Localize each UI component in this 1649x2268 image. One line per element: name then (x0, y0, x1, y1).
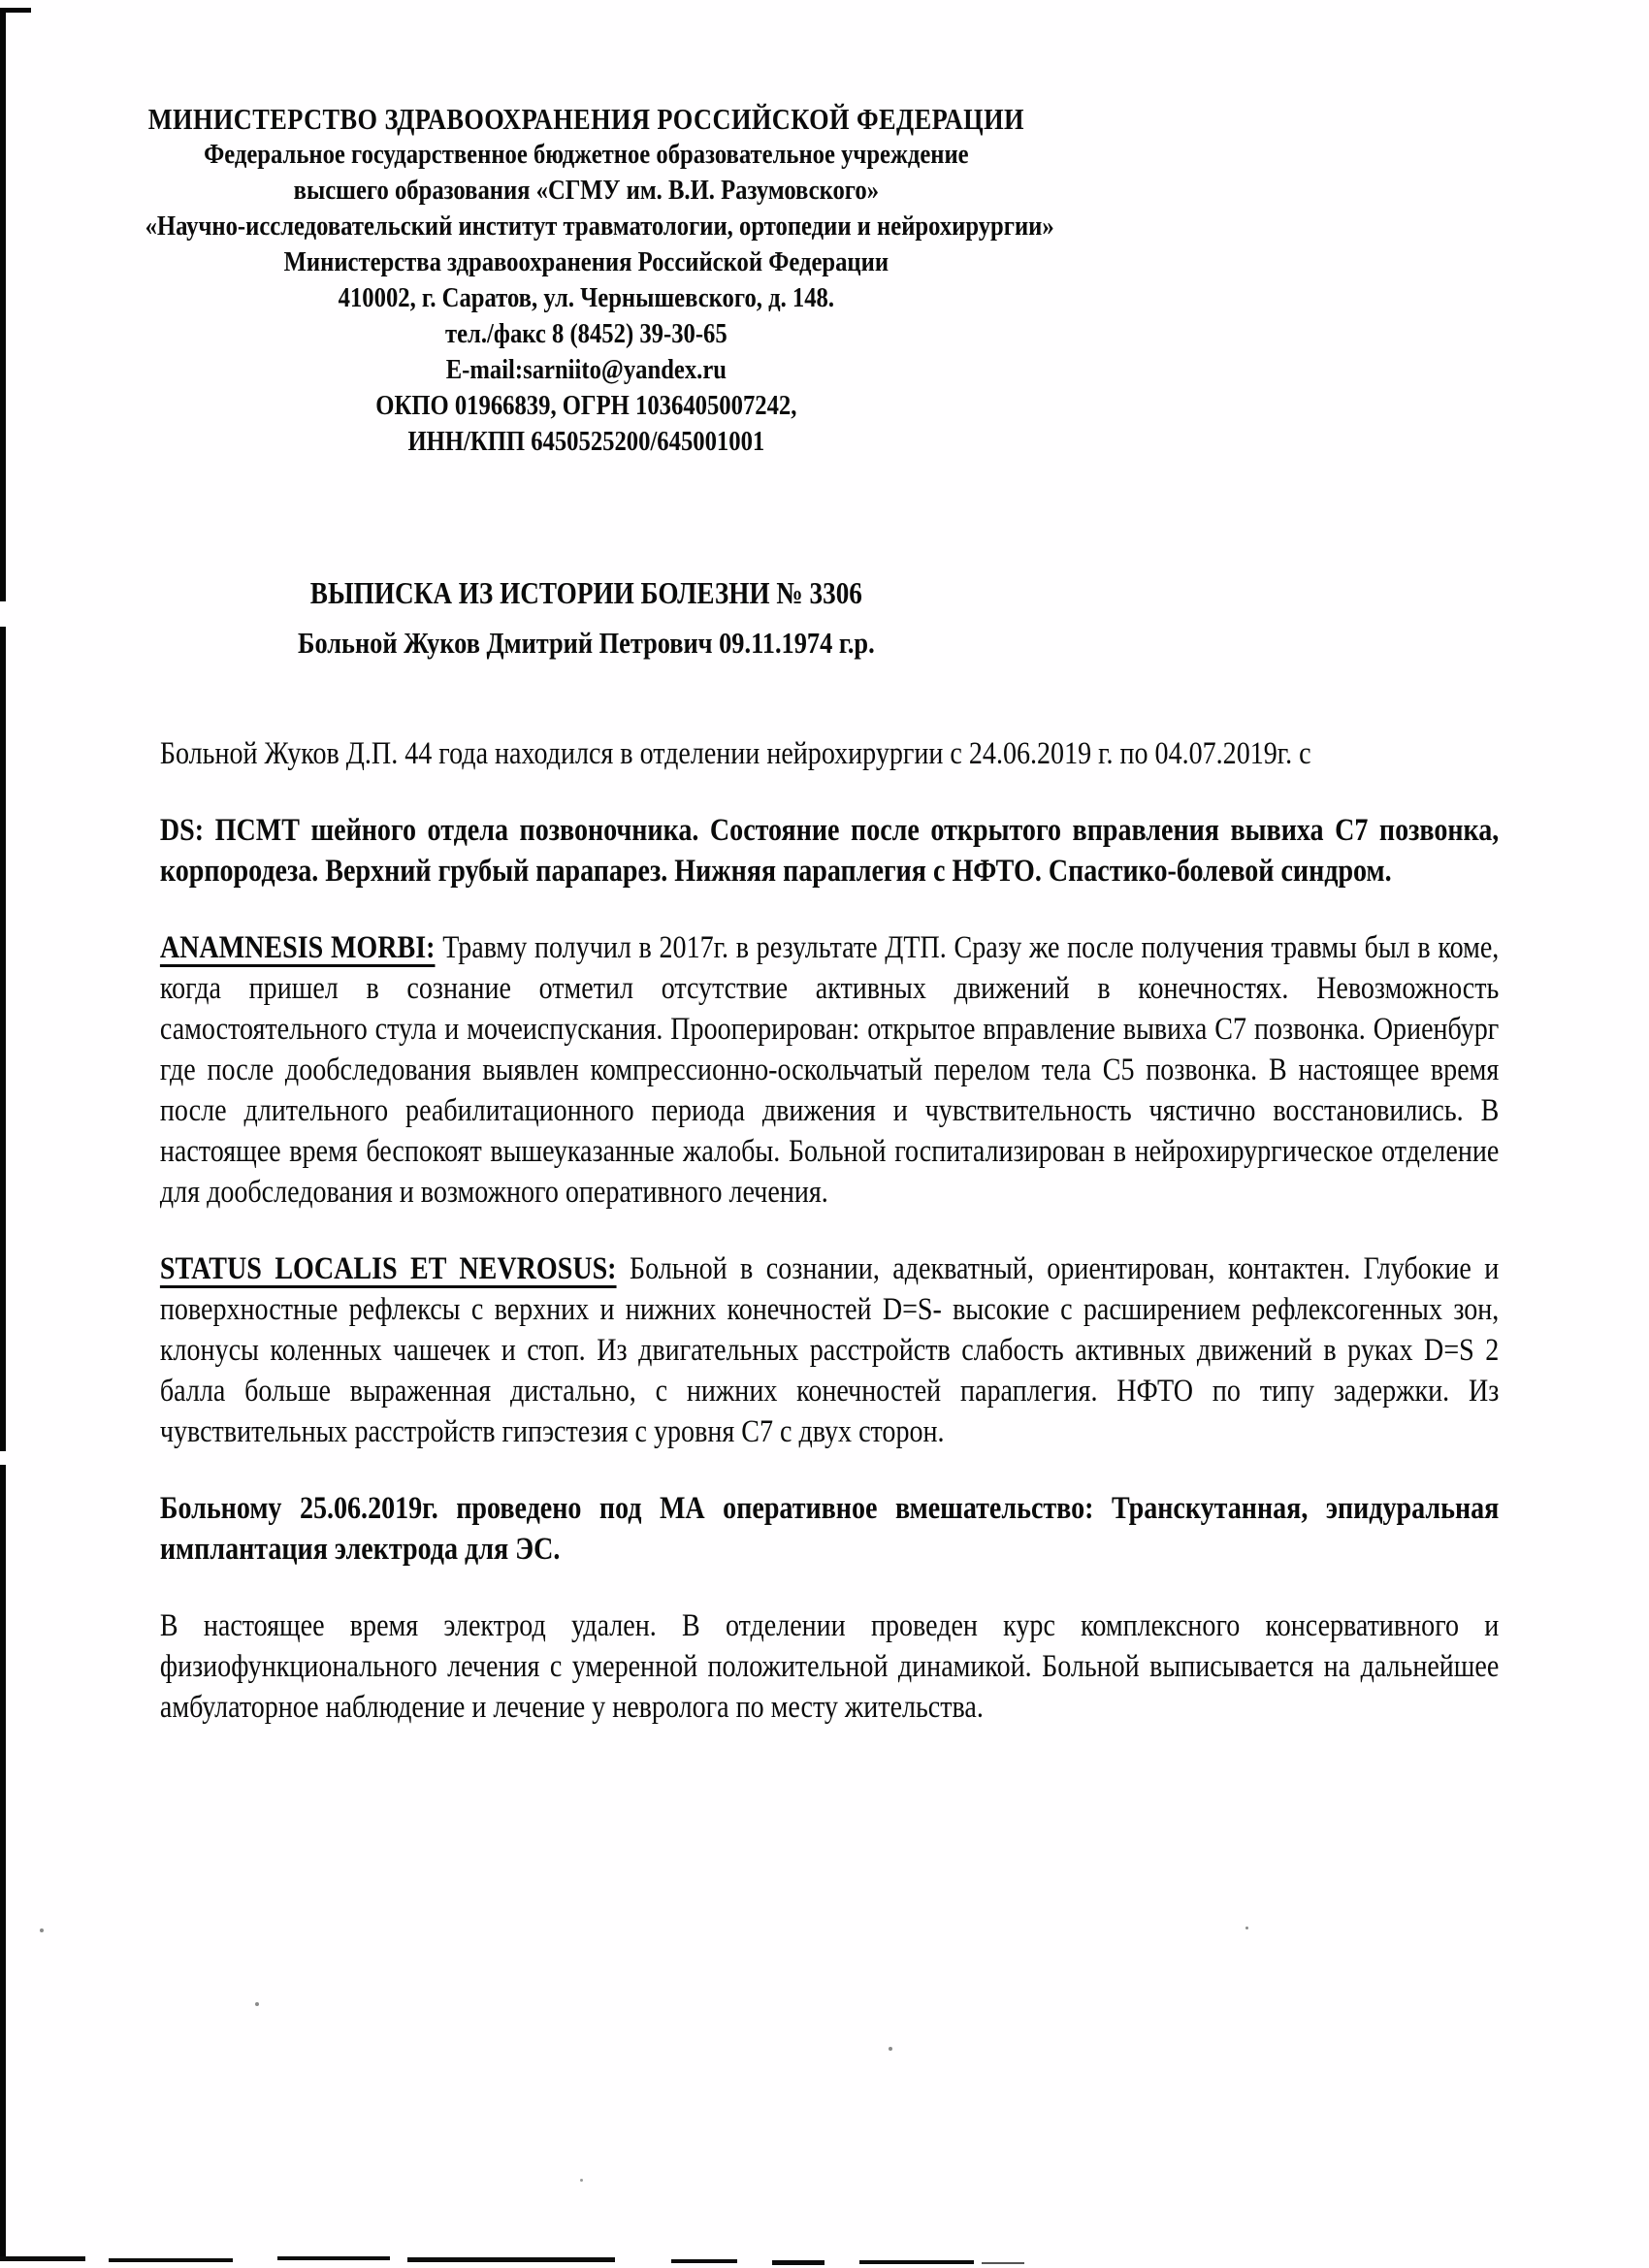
scan-left-border-gap (0, 601, 7, 627)
scan-bottom-line-segment (277, 2256, 390, 2260)
scan-bottom-line-segment (982, 2262, 1024, 2264)
letterhead-institute-line: «Научно-исследовательский институт травматологии, ортопедии и нейрохирургии» (145, 211, 1054, 242)
letterhead-university-line: высшего образования «СГМУ им. В.И. Разумовского» (293, 175, 880, 206)
document-body (160, 733, 1499, 1728)
letterhead-okpo-ogrn-line: ОКПО 01966839, ОГРН 1036405007242, (375, 390, 797, 421)
scan-bottom-line-segment (0, 2256, 85, 2261)
scan-bottom-line-segment (859, 2260, 974, 2264)
scan-bottom-line-segment (109, 2258, 233, 2262)
patient-name-line: Больной Жуков Дмитрий Петрович 09.11.1974 г.р. (298, 626, 875, 660)
scan-bottom-line-segment (671, 2259, 737, 2263)
letterhead-inn-kpp-line: ИНН/КПП 6450525200/645001001 (407, 426, 765, 457)
scan-speck (889, 2047, 892, 2051)
paragraph-anamnesis-morbi (160, 927, 1499, 1213)
letterhead-ministry-sub-line: Министерства здравоохранения Российской Федерации (283, 246, 889, 277)
scan-speck (40, 1928, 44, 1932)
scan-left-border-gap (0, 1451, 7, 1465)
document-title: ВЫПИСКА ИЗ ИСТОРИИ БОЛЕЗНИ № 3306 (309, 575, 862, 610)
status-localis-label: STATUS LOCALIS ET NEVROSUS: (159, 1251, 617, 1286)
scan-speck (1245, 1927, 1248, 1929)
paragraph-text: В настоящее время электрод удален. В отделении проведен курс комплексного консервативного и физиофункционального лечения с умеренной положительной динамикой. Больной выписывается на дальнейшее амбулаторное наблюдение и лечение у невролога по месту жительства. (159, 1608, 1500, 1725)
letterhead (145, 0, 1054, 460)
letterhead-ministry-line: МИНИСТЕРСТВО ЗДРАВООХРАНЕНИЯ РОССИЙСКОЙ ФЕДЕРАЦИИ (147, 102, 1024, 136)
scan-bottom-line-segment (772, 2260, 824, 2265)
scan-speck (255, 2002, 259, 2006)
paragraph-text: Травму получил в 2017г. в результате ДТП. Сразу же после получения травмы был в коме, когда пришел в сознание отметил отсутствие активных движений в конечностях. Невозможность самостоятельного стула и мочеиспускания. Прооперирован: открытое вправление вывиха С7 позвонка. Ориенбург где после дообследования выявлен компрессионно-оскольчатый перелом тела С5 позвонка. В настоящее время после длительного реабилитационного периода движения и чувствительность чястично восстановились. В настоящее время беспокоят вышеуказанные жалобы. Больной госпитализирован в нейрохирургическое отделение для дообследования и возможного оперативного лечения. (159, 930, 1500, 1210)
anamnesis-morbi-label: ANAMNESIS MORBI: (159, 930, 436, 965)
paragraph-text: DS: ПСМТ шейного отдела позвоночника. Состояние после открытого вправления вывиха С7 позвонка, корпородеза. Верхний грубый парапарез. Нижняя параплегия с НФТО. Спастико-болевой синдром. (159, 813, 1500, 889)
letterhead-email-line: E-mail:sarniito@yandex.ru (445, 354, 727, 385)
paragraph-text: Больной Жуков Д.П. 44 года находился в отделении нейрохирургии с 24.06.2019 г. по 04.07.2019г. с (159, 736, 1311, 771)
paragraph-operation (160, 1488, 1499, 1570)
paragraph-text: Больной в сознании, адекватный, ориентирован, контактен. Глубокие и поверхностные рефлексы с верхних и нижних конечностей D=S- высокие с расширением рефлексогенных зон, клонусы коленных чашечек и стоп. Из двигательных расстройств слабость активных движений в руках D=S 2 балла больше выраженная дистально, с нижних конечностей параплегия. НФТО по типу задержки. Из чувствительных расстройств гипэстезия с уровня С7 с двух сторон. (159, 1251, 1500, 1449)
letterhead-institution-line: Федеральное государственное бюджетное образовательное учреждение (204, 139, 969, 170)
paragraph-status-localis (160, 1248, 1499, 1452)
paragraph-hospital-stay (160, 733, 1499, 774)
paragraph-discharge (160, 1605, 1499, 1728)
scan-left-border-line (0, 8, 6, 2260)
letterhead-phone-line: тел./факс 8 (8452) 39-30-65 (445, 318, 728, 349)
letterhead-address-line: 410002, г. Саратов, ул. Чернышевского, д. 148. (338, 282, 835, 313)
paragraph-text: Больному 25.06.2019г. проведено под МА оперативное вмешательство: Транскутанная, эпидуральная имплантация электрода для ЭС. (159, 1491, 1500, 1567)
paragraph-diagnosis (160, 810, 1499, 891)
scan-bottom-line-segment (407, 2257, 615, 2262)
scan-top-corner-mark (0, 8, 31, 13)
scan-speck (580, 2179, 583, 2182)
